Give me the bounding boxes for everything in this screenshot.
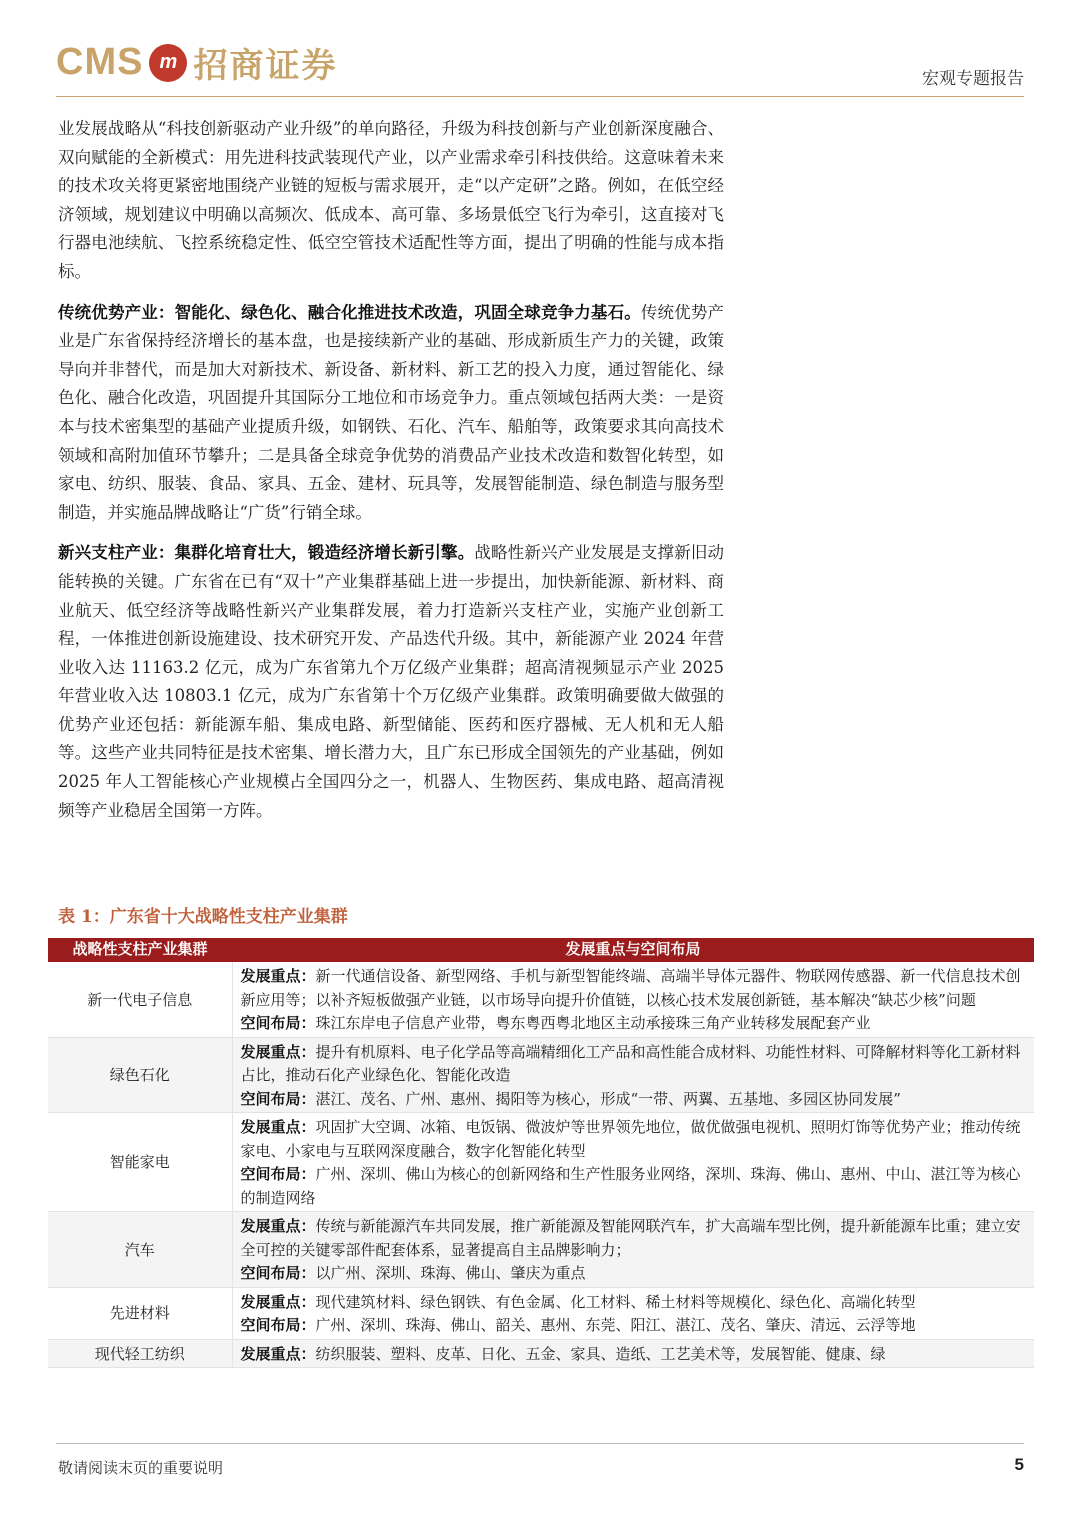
layout-label: 空间布局： (240, 1165, 316, 1183)
industry-cluster-table (48, 938, 1034, 1368)
layout-label: 空间布局： (240, 1089, 316, 1108)
cluster-detail (232, 1212, 1034, 1288)
page-number: 5 (1014, 1455, 1024, 1474)
table-header-cluster: 战略性支柱产业集群 (48, 938, 232, 962)
table-header-focus: 发展重点与空间布局 (232, 938, 1034, 962)
logo-text-cn: 招商证券 (193, 46, 338, 86)
cluster-name: 汽车 (48, 1212, 232, 1288)
layout-label: 空间布局： (240, 1316, 316, 1334)
footer-divider (56, 1443, 1024, 1444)
logo-badge-icon: m (149, 44, 187, 82)
table-row (48, 1339, 1034, 1368)
layout-label: 空间布局： (240, 1264, 316, 1282)
layout-text: 珠江东岸电子信息产业带，粤东粤西粤北地区主动承接珠三角产业转移发展配套产业 (315, 1014, 871, 1032)
report-type: 宏观专题报告 (922, 69, 1024, 89)
cluster-name: 智能家电 (48, 1113, 232, 1212)
layout-text: 广州、深圳、佛山为核心的创新网络和生产性服务业网络，深圳、珠海、佛山、惠州、中山、湛江等为核心的制造网络 (240, 1165, 1021, 1207)
cluster-name: 现代轻工纺织 (48, 1339, 232, 1368)
cluster-name: 绿色石化 (48, 1037, 232, 1113)
cluster-detail (232, 962, 1034, 1037)
cluster-name: 先进材料 (48, 1287, 232, 1339)
paragraph-3-title: 新兴支柱产业：集群化培育壮大，锻造经济增长新引擎。 (58, 543, 475, 563)
focus-text: 巩固扩大空调、冰箱、电饭锅、微波炉等世界领先地位，做优做强电视机、照明灯饰等优势产业；推动传统家电、小家电与互联网深度融合，数字化智能化转型 (240, 1118, 1021, 1160)
footer-disclaimer: 敬请阅读末页的重要说明 (58, 1459, 224, 1477)
logo-text-en: CMS (56, 41, 144, 83)
cluster-detail (232, 1287, 1034, 1339)
focus-text: 现代建筑材料、绿色钢铁、有色金属、化工材料、稀土材料等规模化、绿色化、高端化转型 (315, 1292, 916, 1311)
page-header (0, 0, 1080, 100)
paragraph-3-text: 战略性新兴产业发展是支撑新旧动能转换的关键。广东省在已有“双十”产业集群基础上进一步提出，加快新能源、新材料、商业航天、低空经济等战略性新兴产业集群发展，着力打造新兴支柱产业，实施产业创新工程，一体推进创新设施建设、技术研究开发、产品迭代升级。其中，新能源产业 2024 年营业收入达 11163.2 亿元，成为广东省第九个万亿级产业集群；超高清视频显示产业 2025 年营业收入达 10803.1 亿元，成为广东省第十个万亿级产业集群。政策明确要做大做强的优势产业还包括：新能源车船、集成电路、新型储能、医药和医疗器械、无人机和无人船等。这些产业共同特征是技术密集、增长潜力大，且广东已形成全国领先的产业基础，例如 2025 年人工智能核心产业规模占全国四分之一，机器人、生物医药、集成电路、超高清视频等产业稳居全国第一方阵。 (58, 543, 725, 820)
focus-label: 发展重点： (240, 967, 316, 985)
table-row (48, 962, 1034, 1037)
paragraph-2-text: 传统优势产业是广东省保持经济增长的基本盘，也是接续新产业的基础、形成新质生产力的关键，政策导向并非替代，而是加大对新技术、新设备、新材料、新工艺的投入力度，通过智能化、绿色化、融合化改造，巩固提升其国际分工地位和市场竞争力。重点领域包括两大类：一是资本与技术密集型的基础产业提质升级，如钢铁、石化、汽车、船舶等，政策要求其向高技术领域和高附加值环节攀升；二是具备全球竞争优势的消费品产业技术改造和数智化转型，如家电、纺织、服装、食品、家具、五金、建材、玩具等，发展智能制造、绿色制造与服务型制造，并实施品牌战略让“广货”行销全球。 (58, 302, 725, 522)
table-title: 表 1：广东省十大战略性支柱产业集群 (58, 907, 348, 927)
paragraph-2 (58, 299, 724, 528)
focus-text: 新一代通信设备、新型网络、手机与新型智能终端、高端半导体元器件、物联网传感器、新一代信息技术创新应用等；以补齐短板做强产业链，以市场导向提升价值链，以核心技术发展创新链，基本解决“缺芯少核”问题 (240, 967, 1021, 1009)
focus-text: 传统与新能源汽车共同发展，推广新能源及智能网联汽车，扩大高端车型比例，提升新能源车比重；建立安全可控的关键零部件配套体系，显著提高自主品牌影响力； (240, 1217, 1021, 1259)
focus-label: 发展重点： (240, 1042, 316, 1061)
header-divider (56, 96, 1024, 97)
table-row (48, 1113, 1034, 1212)
layout-text: 以广州、深圳、珠海、佛山、肇庆为重点 (315, 1264, 586, 1282)
focus-text: 提升有机原料、电子化学品等高端精细化工产品和高性能合成材料、功能性材料、可降解材料等化工新材料占比，推动石化产业绿色化、智能化改造 (240, 1042, 1021, 1084)
table-header-row (48, 938, 1034, 962)
table-row (48, 1037, 1034, 1113)
focus-label: 发展重点： (240, 1118, 316, 1136)
focus-label: 发展重点： (240, 1292, 316, 1311)
paragraph-2-title: 传统优势产业：智能化、绿色化、融合化推进技术改造，巩固全球竞争力基石。 (58, 302, 641, 322)
cluster-detail (232, 1037, 1034, 1113)
cluster-detail (232, 1113, 1034, 1212)
paragraph-1: 业发展战略从“科技创新驱动产业升级”的单向路径，升级为科技创新与产业创新深度融合、双向赋能的全新模式：用先进科技武装现代产业，以产业需求牵引科技供给。这意味着未来的技术攻关将更紧密地围绕产业链的短板与需求展开，走“以产定研”之路。例如，在低空经济领域，规划建议中明确以高频次、低成本、高可靠、多场景低空飞行为牵引，这直接对飞行器电池续航、飞控系统稳定性、低空空管技术适配性等方面，提出了明确的性能与成本指标。 (58, 119, 724, 281)
table-row (48, 1212, 1034, 1288)
body-text (58, 115, 724, 825)
cluster-detail (232, 1339, 1034, 1368)
focus-text: 纺织服装、塑料、皮革、日化、五金、家具、造纸、工艺美术等，发展智能、健康、绿 (315, 1344, 886, 1363)
cms-logo (56, 38, 337, 87)
layout-label: 空间布局： (240, 1014, 316, 1032)
focus-label: 发展重点： (240, 1344, 316, 1363)
cluster-name: 新一代电子信息 (48, 962, 232, 1037)
layout-text: 广州、深圳、珠海、佛山、韶关、惠州、东莞、阳江、湛江、茂名、肇庆、清远、云浮等地 (315, 1316, 916, 1334)
focus-label: 发展重点： (240, 1217, 316, 1235)
table-row (48, 1287, 1034, 1339)
layout-text: 湛江、茂名、广州、惠州、揭阳等为核心，形成“一带、两翼、五基地、多园区协同发展” (315, 1089, 901, 1108)
paragraph-3 (58, 539, 724, 825)
